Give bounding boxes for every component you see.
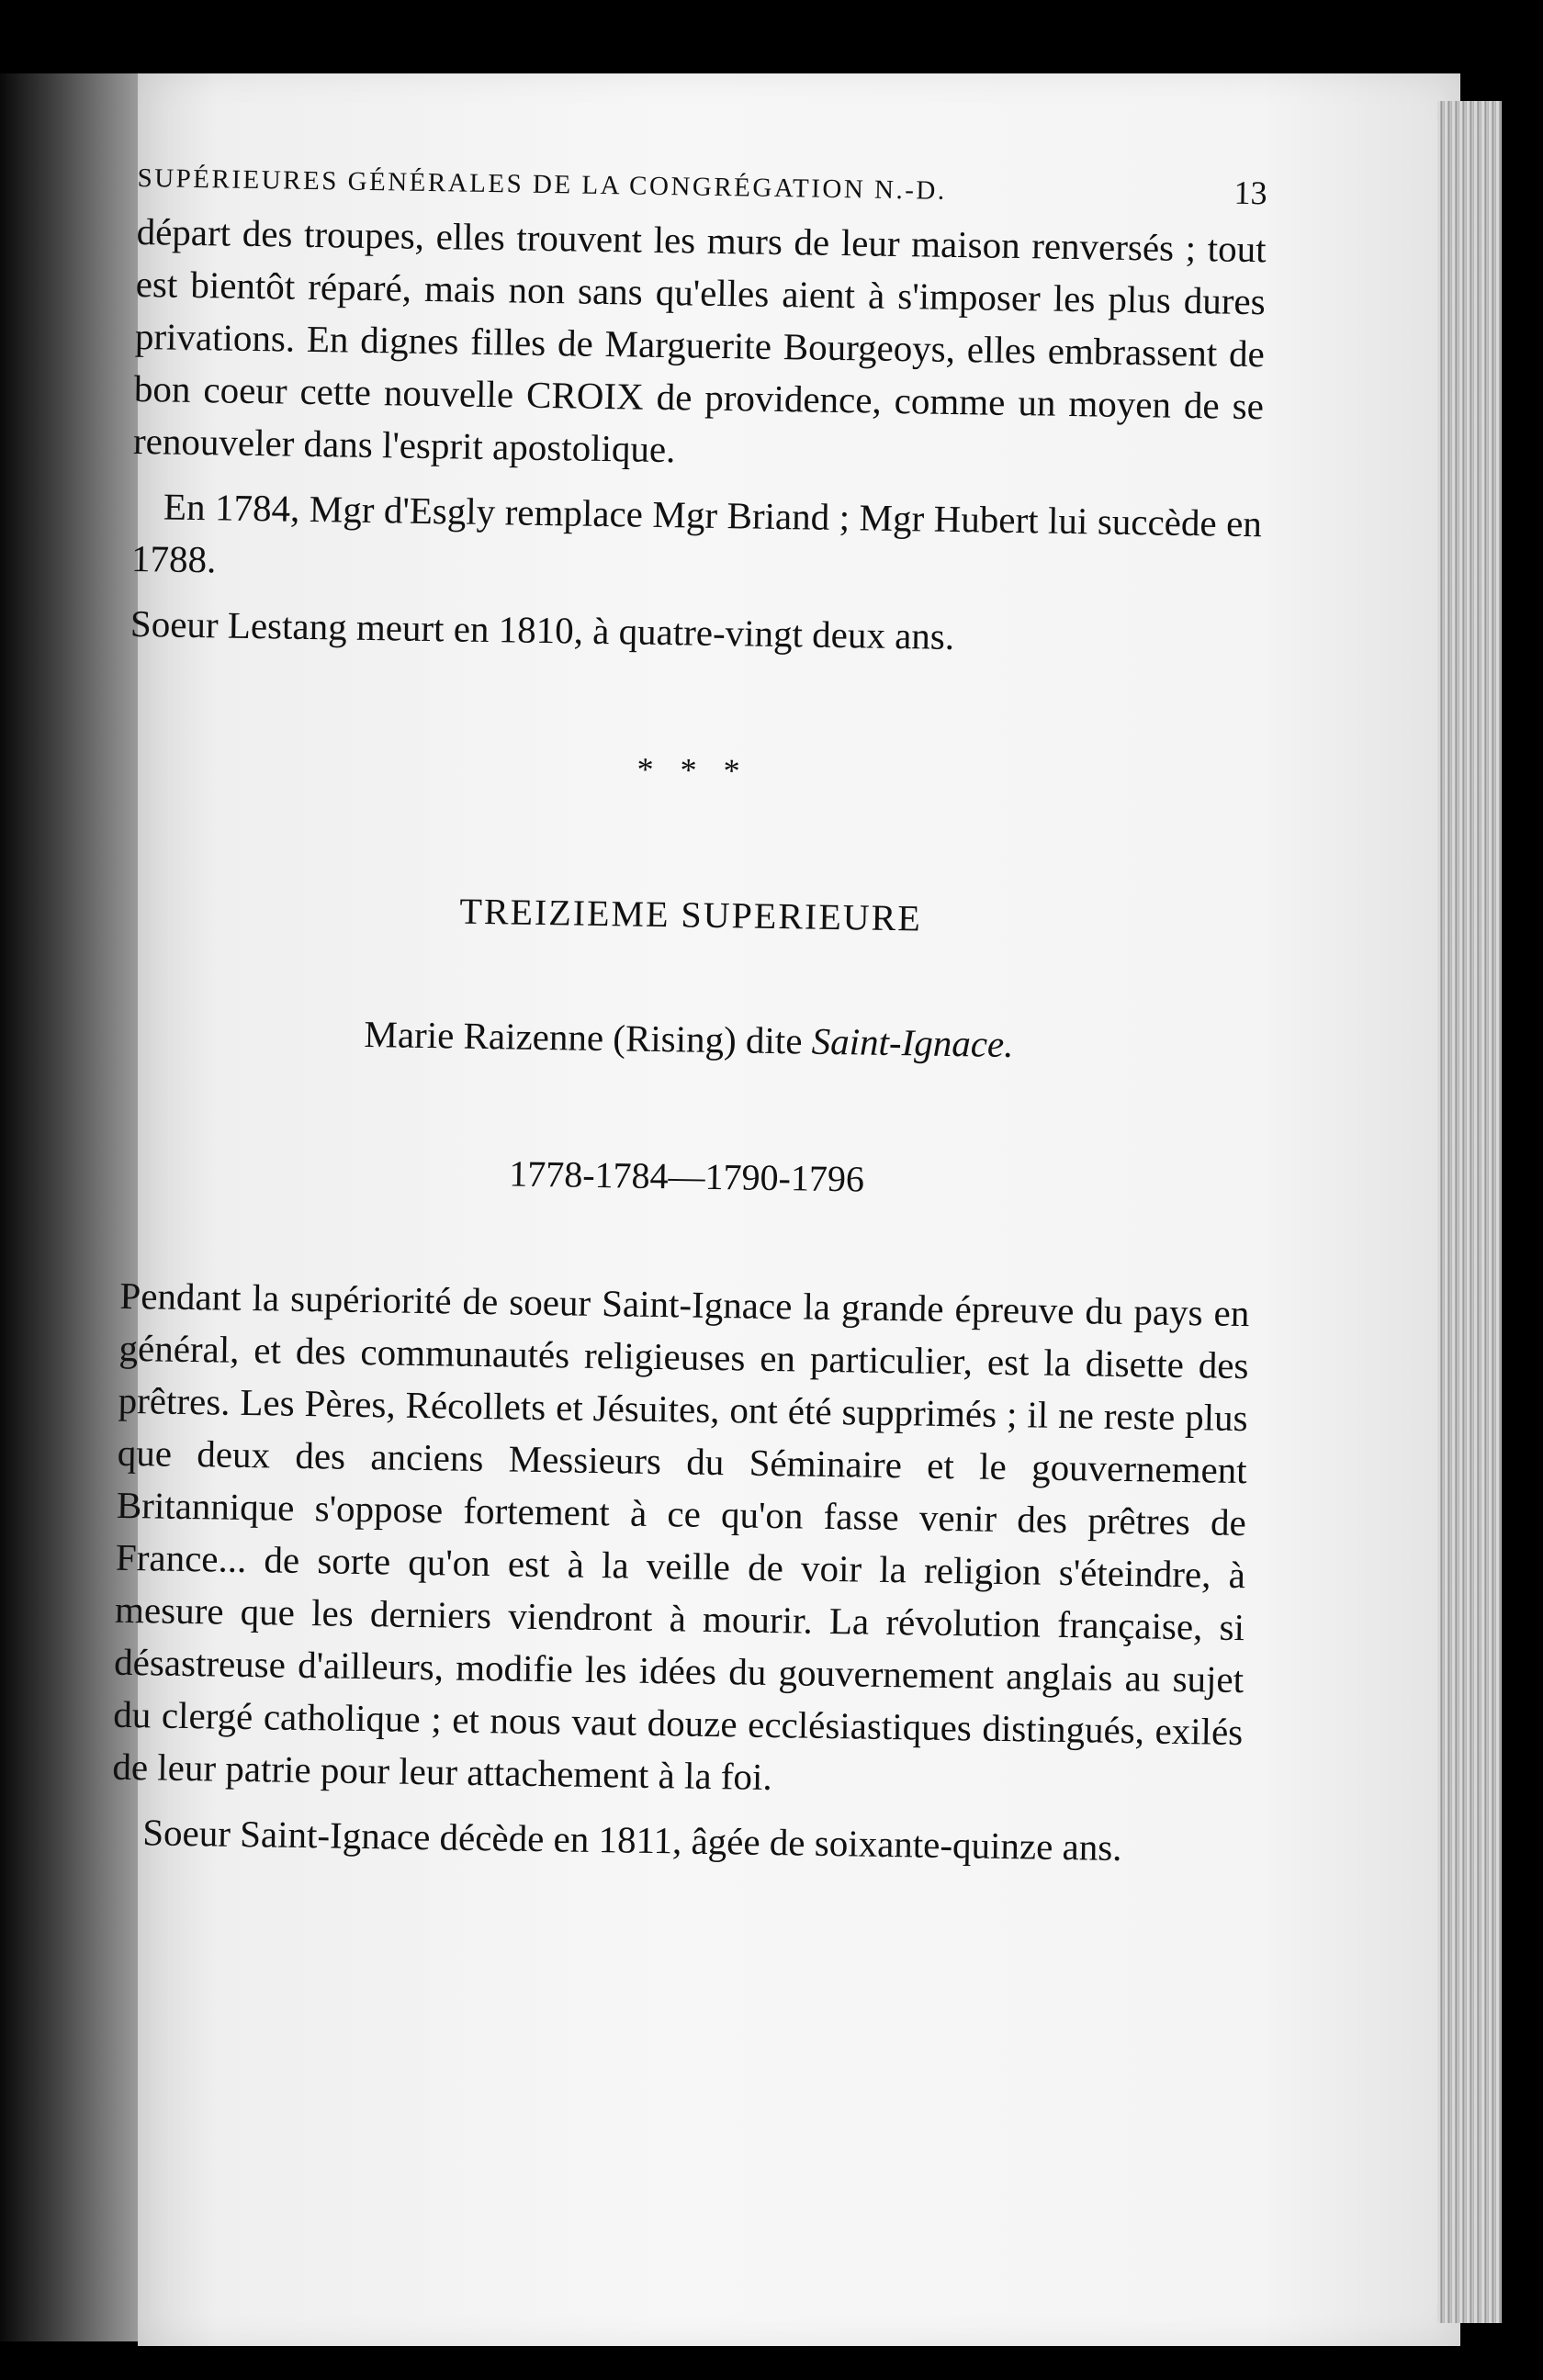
paragraph-continued: départ des troupes, elles trouvent les murs de leur maison renversés ; tout est bientôt réparé, mais non sans qu'elles aient à s'imposer les plus dures privations. En dignes filles de Marguerite Bourgeoys, elles embrassent de bon coeur cette nouvelle CROIX de providence, comme un moyen de se renouveler dans l'esprit apostolique. (132, 209, 1267, 471)
section-heading: TREIZIEME SUPERIEURE (459, 890, 923, 939)
page-content (111, 156, 1267, 1876)
paragraph-bishops: En 1784, Mgr d'Esgly remplace Mgr Briand ; Mgr Hubert lui succède en 1788. (130, 485, 1263, 581)
book-gutter (0, 73, 138, 2341)
paragraph-saint-ignace-death: Soeur Saint-Ignace décède en 1811, âgée de soixante-quinze ans. (141, 1811, 1122, 1869)
superior-name-prefix: Marie Raizenne (Rising) dite (364, 1012, 813, 1062)
running-head-title: SUPÉRIEURES GÉNÉRALES DE LA CONGRÉGATION N.-D. (137, 163, 947, 206)
superior-name (124, 1008, 1255, 1076)
page-number: 13 (1233, 174, 1267, 212)
superior-religious-name: Saint-Ignace. (811, 1019, 1014, 1066)
term-dates: 1778-1784—1790-1796 (508, 1152, 865, 1200)
paragraph-priest-shortage: Pendant la supériorité de soeur Saint-Ignace la grande épreuve du pays en général, et des communautés religieuses en particulier, est la disette des prêtres. Les Pères, Récollets et Jésuites, ont été supprimés ; il ne reste plus que deux des anciens Messieurs du Séminaire et le gouvernement Britannique s'oppose fortement à ce qu'on fasse venir des prêtres de France... de sorte qu'on est à la veille de voir la religion s'éteindre, à mesure que les derniers viendront à mourir. La révolution française, si désastreuse d'ailleurs, modifie les idées du gouvernement anglais au sujet du clergé catholique ; et nous vaut douze ecclésiastiques distingués, exilés de leur patrie pour leur attachement à la foi. (112, 1274, 1250, 1799)
paragraph-lestang-death: Soeur Lestang meurt en 1810, à quatre-vingt deux ans. (130, 601, 955, 658)
section-separator: * * * (636, 750, 749, 790)
page-edges (1437, 101, 1502, 2323)
